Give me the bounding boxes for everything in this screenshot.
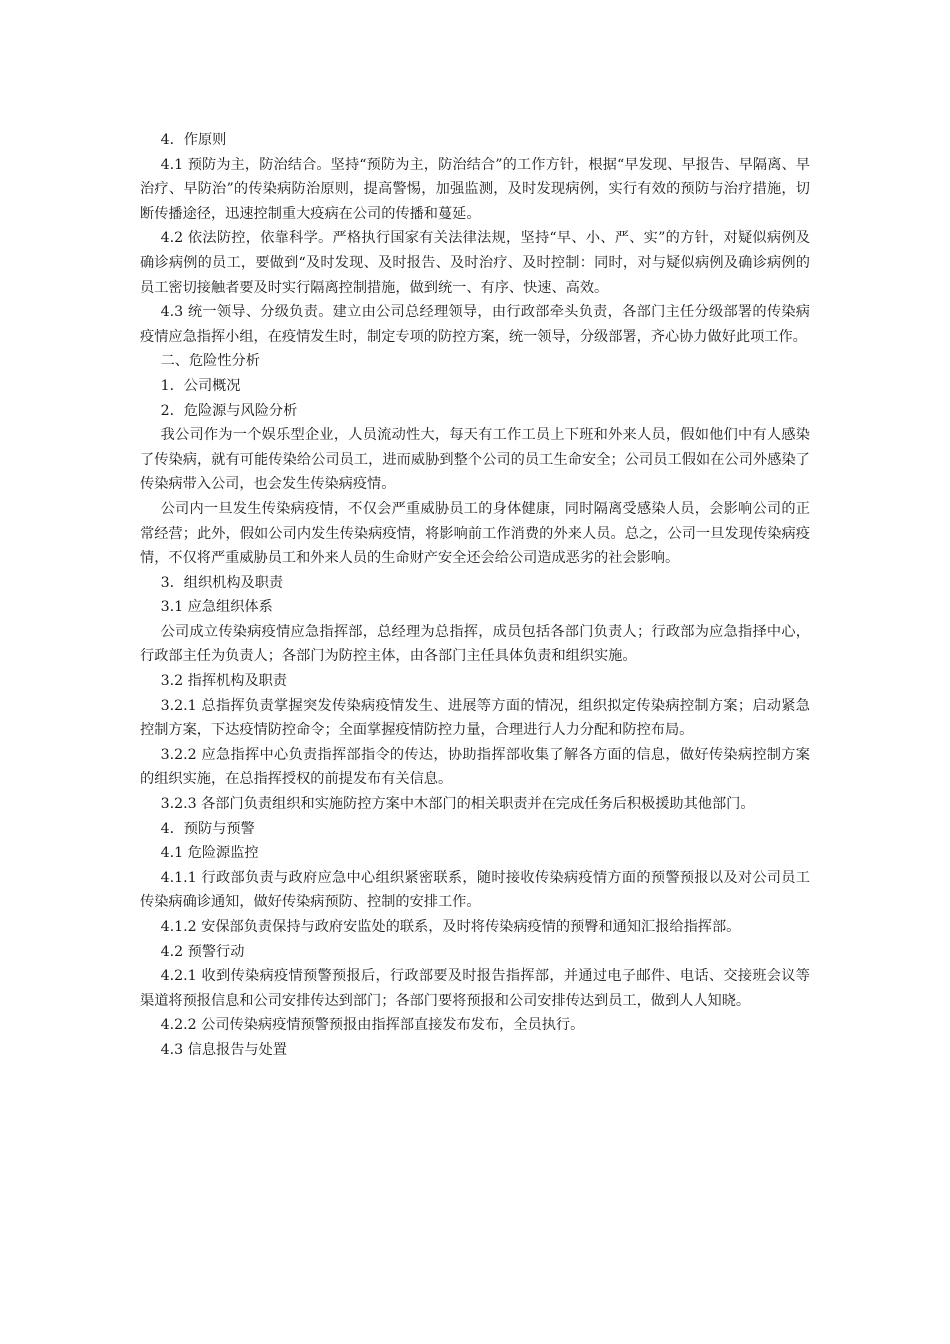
paragraph-4-2-1: 4.2.1 收到传染病疫情预警预报后，行政部要及时报告指挥部，并通过电子邮件、电话、交接班会议等渠道将预报信息和公司安排传达到部门；各部门要将预报和公司安排传达到员工，做到人人知晓。 — [140, 968, 810, 1009]
paragraph-4-1-1: 4.1.1 行政部负责与政府应急中心组织紧密联系，随时接收传染病疫情方面的预警预报以及对公司员工传染病确诊通知，做好传染病预防、控制的安排工作。 — [140, 869, 810, 911]
paragraph-4-1-prevention: 4.1 预防为主，防治结合。坚持“预防为主，防治结合”的工作方针，根据“早发现、早报告、早隔离、早治疗、早防治”的传染病防治原则，提高警惕，加强监测，及时发现病例，实行有效的预防与治疗措施，切断传播途径，迅速控制重大疫病在公司的传播和蔓延。 — [140, 156, 810, 222]
paragraph-company-risk: 我公司作为一个娱乐型企业，人员流动性大，每天有工作工员上下班和外来人员，假如他们中有人感染了传染病，就有可能传染给公司员工，进而威胁到整个公司的员工生命安全；公司员工假如在公司外感染了传染病带入公司，也会发生传染病疫情。 — [140, 427, 810, 493]
heading-3-1-emergency-system: 3.1 应急组织体系 — [160, 599, 273, 616]
paragraph-3-2-1: 3.2.1 总指挥负责掌握突发传染病疫情发生、进展等方面的情况，组织拟定传染病控制方案；启动紧急控制方案，下达疫情防控命令；全面掌握疫情防控力量，合理进行人力分配和防控布局。 — [140, 697, 810, 739]
paragraph-3-2-2: 3.2.2 应急指挥中心负责指挥部指令的传达，协助指挥部收集了解各方面的信息，做好传染病控制方案的组织实施，在总指挥授权的前提发布有关信息。 — [140, 746, 810, 788]
heading-hazard-risk-analysis: 2．危险源与风险分析 — [160, 402, 298, 419]
document-page — [140, 128, 810, 1063]
paragraph-4-2-law-based-control: 4.2 依法防控，依靠科学。严格执行国家有关法律法规，坚持“早、小、严、实”的方针，对疑似病例及确诊病例的员工，要做到“及时发现、及时报告、及时治疗、及时控制：同时，对与疑似病例及确诊病例的员工密切接触者要及时实行隔离控制措施，做到统一、有序、快速、高效。 — [140, 230, 810, 296]
paragraph-4-2-2: 4.2.2 公司传染病疫情预警预报由指挥部直接发布发布，全员执行。 — [160, 1017, 585, 1034]
paragraph-3-2-3: 3.2.3 各部门负责组织和实施防控方案中木部门的相关职责并在完成任务后积极援助其他部门。 — [160, 796, 755, 813]
paragraph-4-1-2: 4.1.2 安保部负责保持与政府安监处的联系，及时将传染病疫情的预臀和通知汇报给指挥部。 — [160, 919, 741, 935]
heading-4-2-warning-action: 4.2 预警行动 — [160, 943, 245, 960]
heading-organization: 3．组织机构及职责 — [160, 574, 284, 591]
heading-work-principles: 4．作原则 — [160, 132, 227, 148]
heading-prevention-warning: 4．预防与预警 — [160, 820, 255, 837]
heading-risk-analysis: 二、危险性分析 — [160, 353, 260, 370]
paragraph-epidemic-impact: 公司内一旦发生传染病疫情，不仅会严重威胁员工的身体健康，同时隔离受感染人员，会影响公司的正常经营；此外，假如公司内发生传染病疫情，将影响前工作消费的外来人员。总之，公司一旦发现传染病疫情，不仅将严重威胁员工和外来人员的生命财产安全还会给公司造成恶劣的社会影响。 — [140, 500, 810, 567]
heading-4-1-hazard-monitoring: 4.1 危险源监控 — [160, 845, 259, 862]
paragraph-4-3-unified-leadership: 4.3 统一领导、分级负责。建立由公司总经理领导，由行政部牵头负责，各部门主任分级部署的传染病疫情应急指挥小组，在疫情发生时，制定专项的防控方案，统一领导，分级部署，齐心协力做好此项工作。 — [140, 304, 810, 345]
paragraph-command-center: 公司成立传染病疫情应急指挥部，总经理为总指挥，成员包括各部门负责人；行政部为应急指择中心，行政部主任为负责人；各部门为防控主体，由各部门主任具体负责和组织实施。 — [140, 623, 810, 665]
heading-3-2-command-duties: 3.2 指挥机构及职责 — [160, 673, 287, 690]
heading-company-overview: 1．公司概况 — [160, 377, 241, 394]
heading-4-3-info-report: 4.3 信息报告与处置 — [160, 1041, 287, 1058]
